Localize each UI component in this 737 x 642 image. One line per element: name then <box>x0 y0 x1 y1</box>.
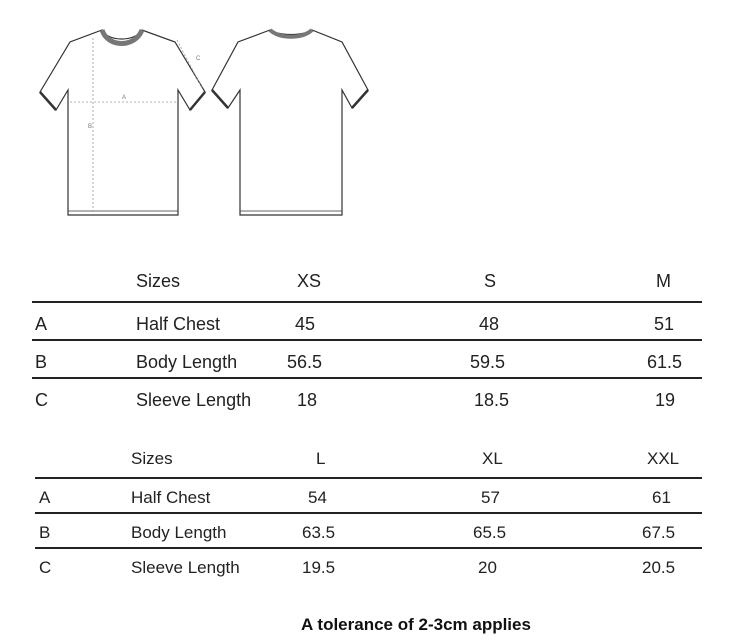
cell-value: 59.5 <box>470 352 506 372</box>
header-size: XL <box>482 449 503 468</box>
header-sizes: Sizes <box>136 271 181 291</box>
cell-value: 67.5 <box>642 523 676 542</box>
cell-value: 51 <box>654 314 675 334</box>
tolerance-text: A tolerance of 2-3cm applies <box>301 615 531 634</box>
tshirt-back-icon <box>212 30 368 215</box>
cell-value: 48 <box>479 314 500 334</box>
row-code: A <box>39 488 51 507</box>
row-label: Body Length <box>136 352 238 372</box>
row-label: Sleeve Length <box>136 390 252 410</box>
tshirt-measurement-diagram <box>30 20 370 225</box>
row-code: A <box>35 314 48 334</box>
table-divider <box>35 512 702 514</box>
row-code: B <box>35 352 48 372</box>
header-size: M <box>656 271 671 291</box>
cell-value: 19.5 <box>302 558 336 577</box>
tshirt-front-icon <box>40 30 205 215</box>
cell-value: 18.5 <box>474 390 510 410</box>
table-divider <box>32 301 702 303</box>
cell-value: 57 <box>481 488 500 507</box>
row-label: Sleeve Length <box>131 558 240 577</box>
cell-value: 18 <box>297 390 318 410</box>
measure-label-a: A <box>122 95 127 101</box>
table-divider <box>32 339 702 341</box>
table-divider <box>35 547 702 549</box>
row-label: Half Chest <box>136 314 221 334</box>
row-code: B <box>39 523 51 542</box>
header-size: L <box>316 449 326 468</box>
header-size: S <box>484 271 497 291</box>
cell-value: 20 <box>478 558 497 577</box>
row-code: C <box>39 558 52 577</box>
cell-value: 20.5 <box>642 558 676 577</box>
row-code: C <box>35 390 48 410</box>
cell-value: 65.5 <box>473 523 507 542</box>
cell-value: 45 <box>295 314 316 334</box>
row-label: Half Chest <box>131 488 211 507</box>
tolerance-note <box>0 615 737 635</box>
cell-value: 61.5 <box>647 352 683 372</box>
cell-value: 63.5 <box>302 523 336 542</box>
cell-value: 56.5 <box>287 352 323 372</box>
measure-label-b: B <box>88 124 93 130</box>
cell-value: 19 <box>655 390 676 410</box>
table-divider <box>32 377 702 379</box>
cell-value: 54 <box>308 488 327 507</box>
header-size: XS <box>297 271 322 291</box>
table-divider <box>35 477 702 479</box>
measure-label-c: C <box>196 56 201 62</box>
cell-value: 61 <box>652 488 671 507</box>
row-label: Body Length <box>131 523 227 542</box>
header-sizes: Sizes <box>131 449 173 468</box>
header-size: XXL <box>647 449 680 468</box>
